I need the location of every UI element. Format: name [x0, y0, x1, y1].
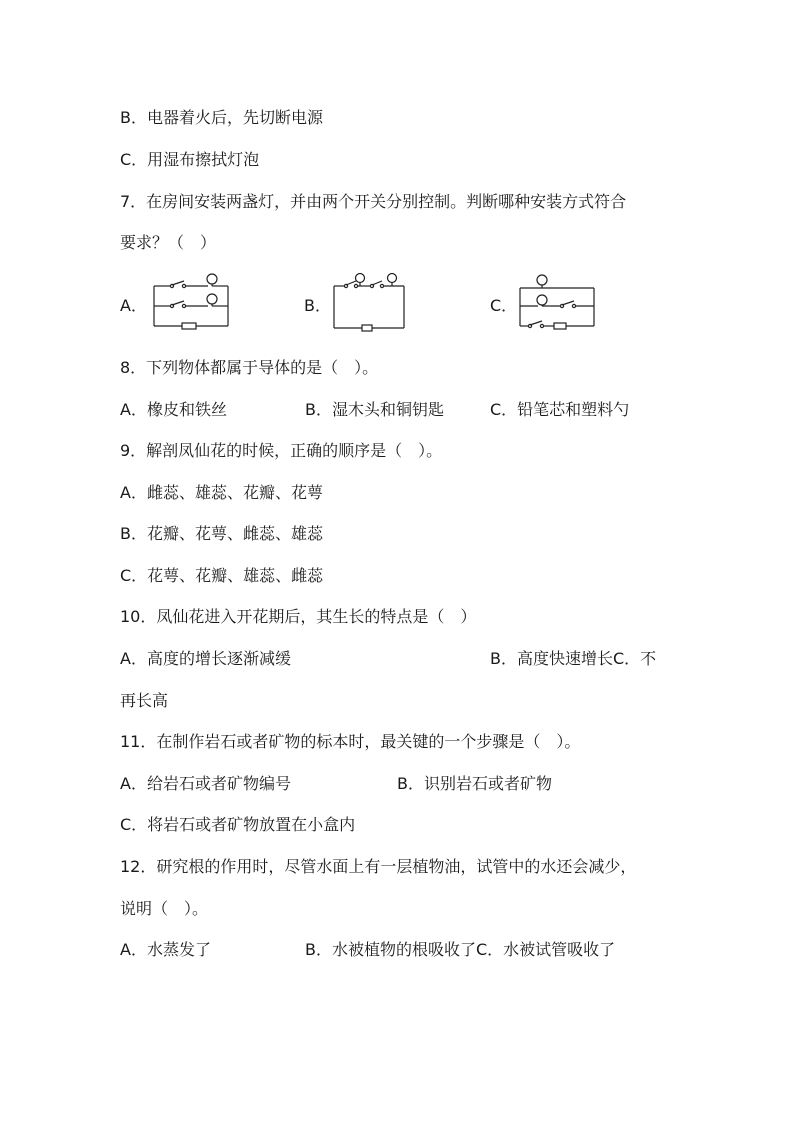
q9-option-a: A．雌蕊、雄蕊、花瓣、花萼	[120, 483, 323, 502]
q10-option-a: A．高度的增长逐渐减缓	[120, 649, 291, 668]
q11-option-c: C．将岩石或者矿物放置在小盒内	[120, 815, 356, 834]
q9-stem: 9．解剖凤仙花的时候，正确的顺序是（ ）。	[120, 441, 443, 460]
q11-stem: 11．在制作岩石或者矿物的标本时，最关键的一个步骤是（ ）。	[120, 732, 581, 751]
q12-stem-line2: 说明（ ）。	[120, 899, 209, 918]
q7-option-c-label: C．	[490, 296, 518, 315]
q11-option-a: A．给岩石或者矿物编号	[120, 774, 291, 793]
q10-stem: 10．凤仙花进入开花期后，其生长的特点是（ ）	[120, 607, 477, 626]
q7-circuit-a	[150, 270, 232, 330]
q7-circuit-c	[516, 270, 598, 332]
q6-option-c: C．用湿布擦拭灯泡	[120, 150, 260, 169]
q11-option-b: B．识别岩石或者矿物	[397, 774, 552, 793]
q8-stem: 8．下列物体都属于导体的是（ ）。	[120, 358, 379, 377]
q12-stem-line1: 12．研究根的作用时，尽管水面上有一层植物油，试管中的水还会减少，	[120, 857, 637, 876]
q12-option-bc: B．水被植物的根吸收了C．水被试管吸收了	[305, 940, 616, 959]
q7-circuit-b	[330, 268, 408, 332]
q6-option-b: B．电器着火后，先切断电源	[120, 108, 323, 127]
q9-option-c: C．花萼、花瓣、雄蕊、雌蕊	[120, 566, 324, 585]
q10-option-bc: B．高度快速增长C．不	[490, 649, 657, 668]
q8-option-b: B．湿木头和铜钥匙	[305, 400, 444, 419]
q7-option-b-label: B．	[304, 296, 331, 315]
q9-option-b: B．花瓣、花萼、雌蕊、雄蕊	[120, 524, 323, 543]
q8-option-a: A．橡皮和铁丝	[120, 400, 227, 419]
q7-stem-line2: 要求？（ ）	[120, 233, 217, 252]
q12-option-a: A．水蒸发了	[120, 940, 211, 959]
q7-stem-line1: 7．在房间安装两盏灯，并由两个开关分别控制。判断哪种安装方式符合	[120, 192, 627, 211]
q7-option-a-label: A．	[120, 296, 147, 315]
q8-option-c: C．铅笔芯和塑料勺	[490, 400, 630, 419]
q10-option-c-continued: 再长高	[120, 691, 169, 710]
